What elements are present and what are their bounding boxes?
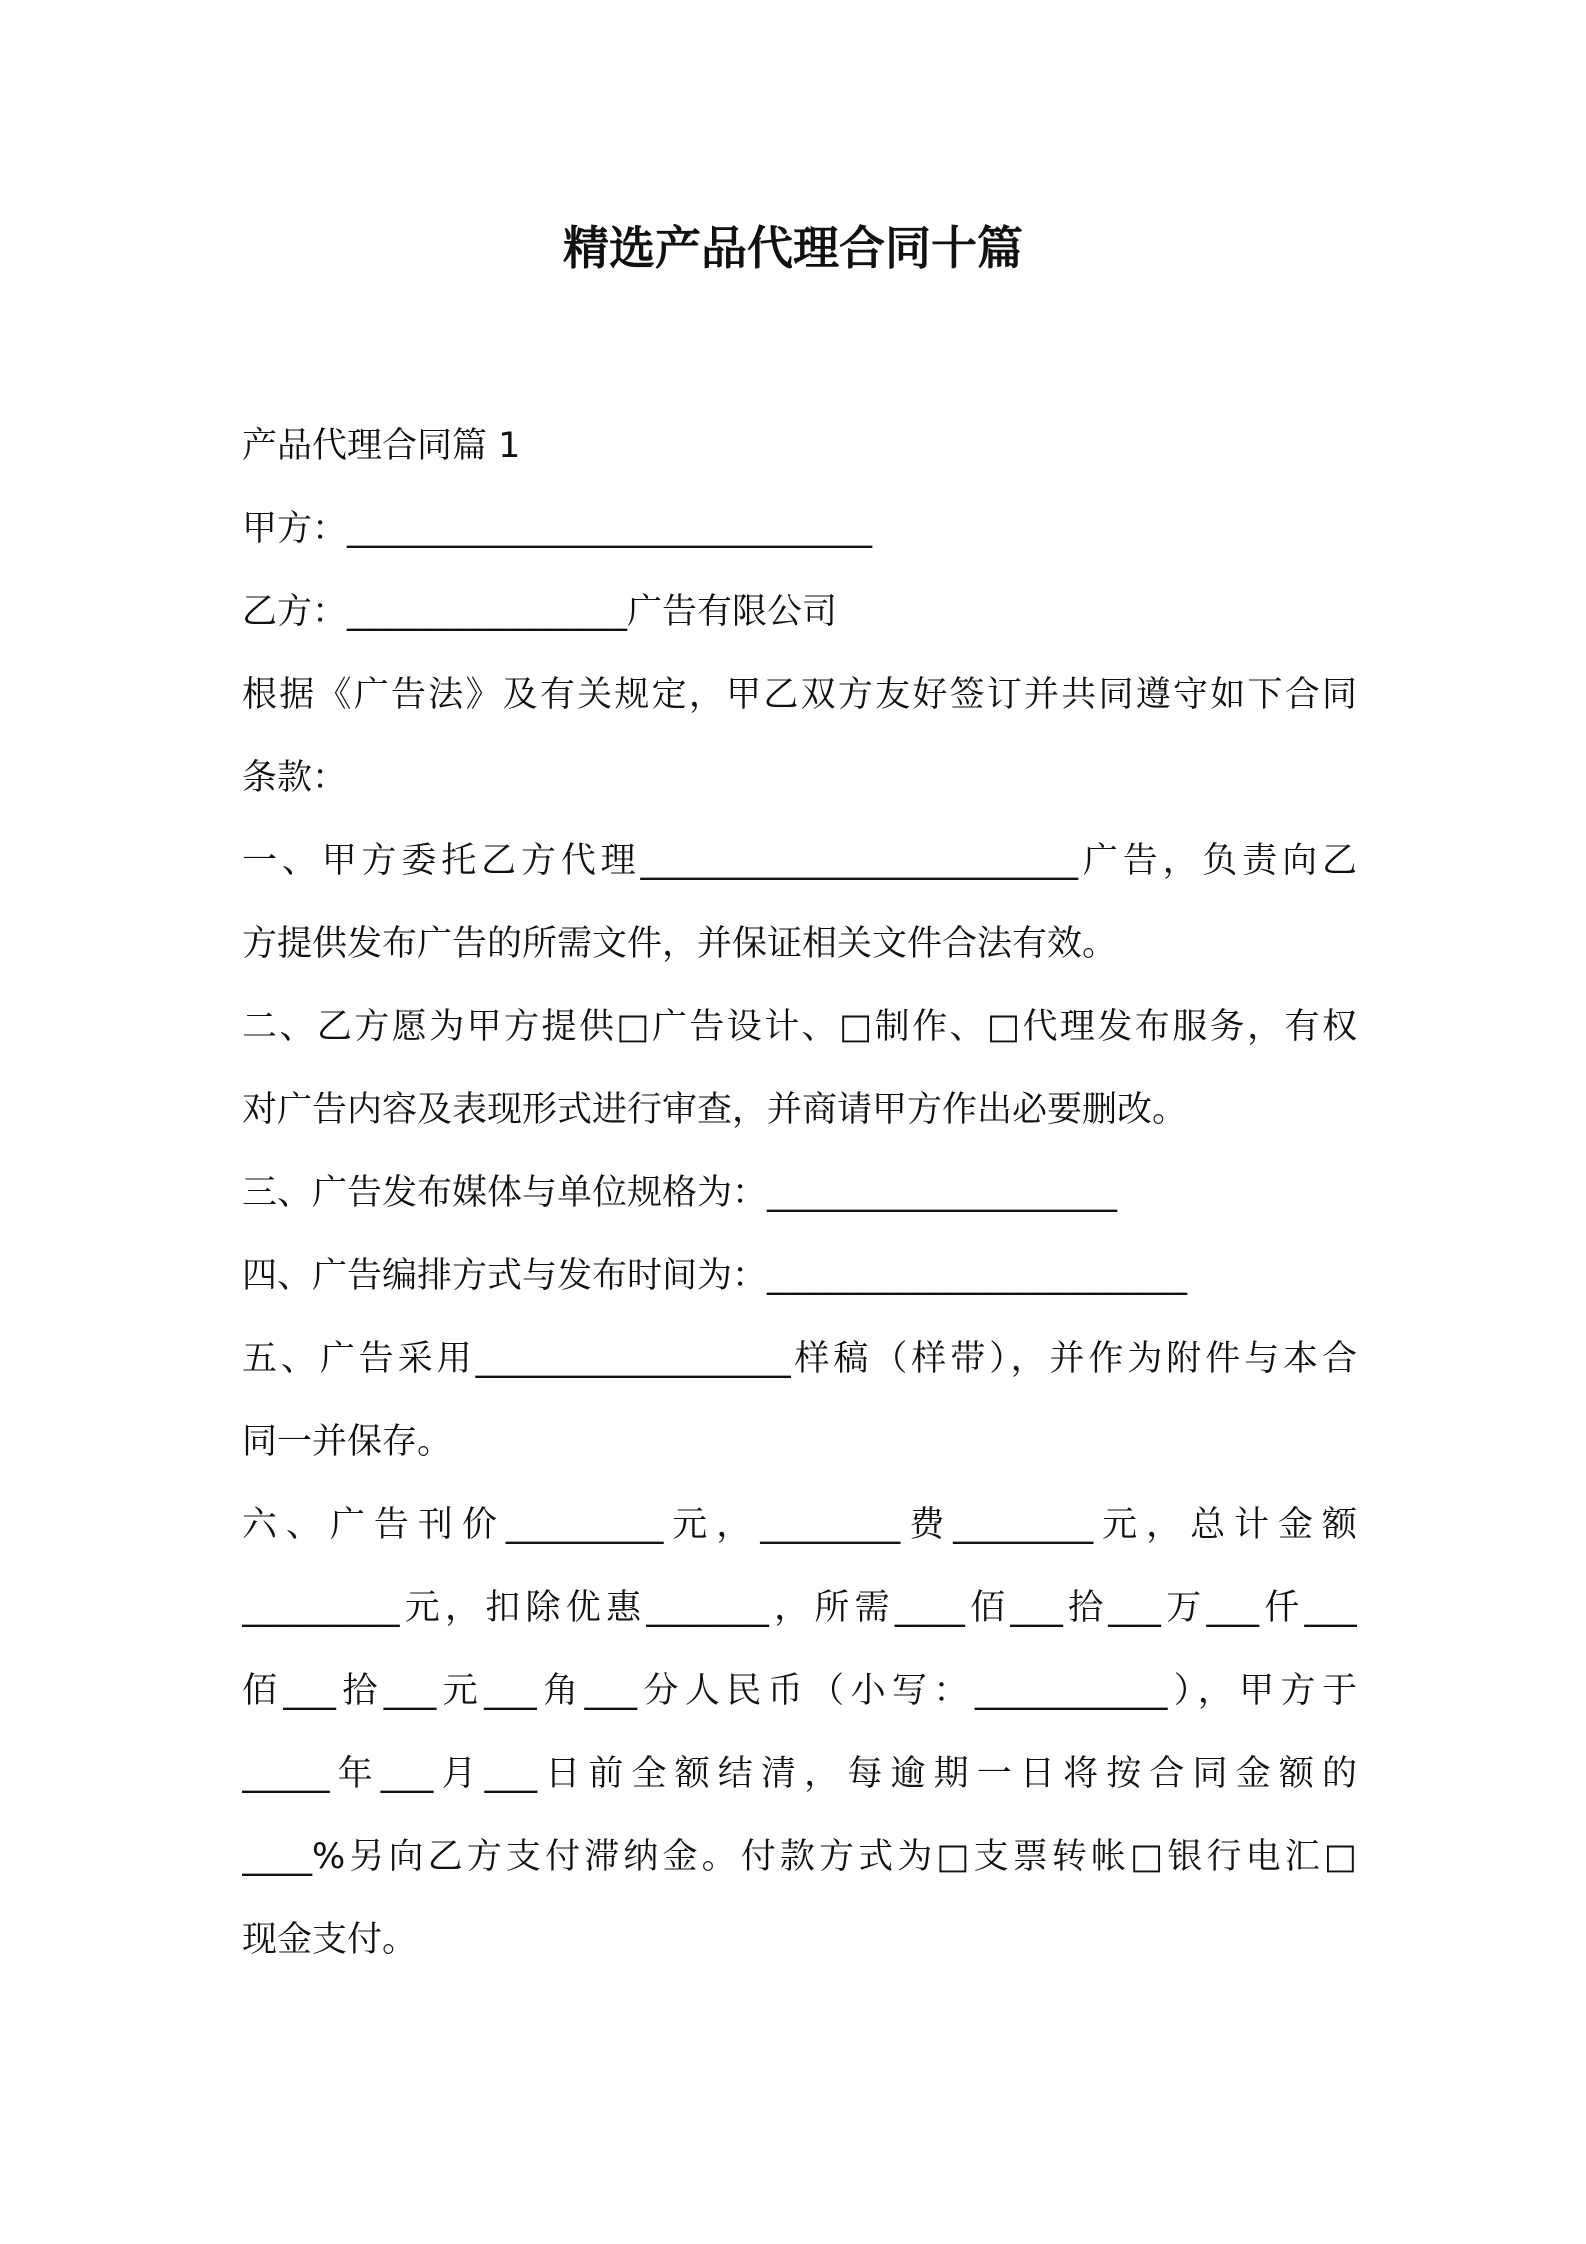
clause-6-line: 六、广告刊价_________元，________费________元，总计金额 <box>242 1505 1357 1545</box>
clause-5-line: 五、广告采用__________________样稿（样带），并作为附件与本合 <box>242 1339 1357 1379</box>
clause-1-line: 一、甲方委托乙方代理_________________________广告，负责向乙 <box>242 841 1357 881</box>
clause-5-line: 同一并保存。 <box>242 1422 453 1462</box>
paragraph-line: 根据《广告法》及有关规定，甲乙双方友好签订并共同遵守如下合同 <box>242 675 1357 715</box>
clause-6-line: _________元，扣除优惠_______，所需____佰___拾___万___仟___ <box>242 1588 1357 1628</box>
clause-6-line: _____年___月___日前全额结清，每逾期一日将按合同金额的 <box>242 1754 1357 1794</box>
clause-2-line: 对广告内容及表现形式进行审查，并商请甲方作出必要删改。 <box>242 1090 1188 1130</box>
document-body <box>242 405 1357 1982</box>
document-title: 精选产品代理合同十篇 <box>563 221 1023 275</box>
clause-3-line: 三、广告发布媒体与单位规格为：____________________ <box>242 1173 1118 1213</box>
party-a-line: 甲方：______________________________ <box>242 509 873 549</box>
clause-6-line: 现金支付。 <box>242 1920 418 1960</box>
clause-2-line: 二、乙方愿为甲方提供□广告设计、□制作、□代理发布服务，有权 <box>242 1007 1357 1047</box>
clause-6-line: ____%另向乙方支付滞纳金。付款方式为□支票转帐□银行电汇□ <box>242 1837 1357 1877</box>
section-heading: 产品代理合同篇 1 <box>242 426 521 466</box>
clause-6-line: 佰___拾___元___角___分人民币（小写：___________），甲方于 <box>242 1671 1357 1711</box>
paragraph-line: 条款： <box>242 758 348 798</box>
party-b-line: 乙方：________________广告有限公司 <box>242 592 838 632</box>
clause-1-line: 方提供发布广告的所需文件，并保证相关文件合法有效。 <box>242 924 1118 964</box>
clause-4-line: 四、广告编排方式与发布时间为：________________________ <box>242 1256 1188 1296</box>
